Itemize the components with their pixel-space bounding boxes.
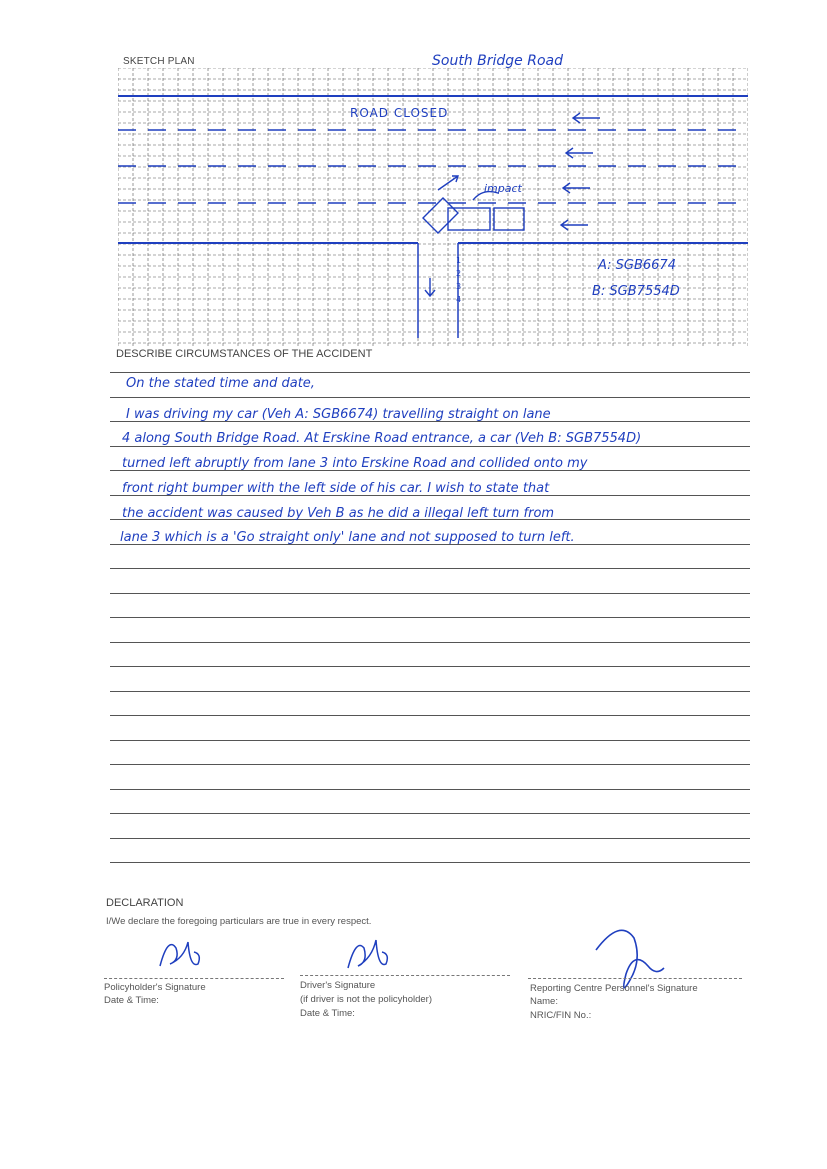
narrative-line: I was driving my car (Veh A: SGB6674) travelling straight on lane: [126, 407, 551, 422]
vehicle-b-reg: B: SGB7554D: [592, 284, 680, 299]
driver-note: (if driver is not the policyholder): [300, 994, 432, 1005]
ruled-line: [110, 617, 750, 618]
driver-signature-label: Driver's Signature: [300, 980, 376, 991]
ruled-line: [110, 764, 750, 765]
ruled-line: [110, 568, 750, 569]
circumstances-label: DESCRIBE CIRCUMSTANCES OF THE ACCIDENT: [116, 348, 373, 360]
narrative-box: [110, 372, 750, 878]
narrative-line: front right bumper with the left side of his car. I wish to state that: [122, 481, 550, 496]
vehicle-a-reg: A: SGB6674: [598, 258, 676, 273]
narrative-line: the accident was caused by Veh B as he did a illegal left turn from: [122, 506, 555, 521]
arrow-lane-1: [573, 113, 600, 123]
ruled-line: [110, 642, 750, 643]
narrative-line: lane 3 which is a 'Go straight only' lane and not supposed to turn left.: [120, 530, 575, 545]
impact-note: impact: [484, 182, 522, 195]
road-name: South Bridge Road: [432, 53, 563, 69]
declaration-statement: I/We declare the foregoing particulars are true in every respect.: [106, 916, 372, 927]
declaration-title: DECLARATION: [106, 897, 184, 909]
driver-signature: [340, 928, 400, 978]
reporting-name-label: Name:: [530, 996, 558, 1007]
ruled-line: [110, 715, 750, 716]
policyholder-signature-label: Policyholder's Signature: [104, 982, 206, 993]
narrative-line: 4 along South Bridge Road. At Erskine Road entrance, a car (Veh B: SGB7554D): [122, 431, 642, 446]
policyholder-date-label: Date & Time:: [104, 995, 159, 1006]
sketch-plan-label: SKETCH PLAN: [123, 56, 195, 67]
reporting-signature-label: Reporting Centre Personnel's Signature: [530, 983, 698, 994]
ruled-line: [110, 397, 750, 398]
road-closed-note: ROAD CLOSED: [350, 106, 449, 120]
ruled-line: [110, 666, 750, 667]
ruled-line: [110, 740, 750, 741]
policyholder-signature: [150, 928, 210, 978]
ruled-line: [110, 813, 750, 814]
narrative-line: turned left abruptly from lane 3 into Erskine Road and collided onto my: [122, 456, 588, 471]
arrow-lane-3: [563, 183, 590, 193]
reporting-nric-label: NRIC/FIN No.:: [530, 1010, 592, 1021]
ruled-line: [110, 593, 750, 594]
lane-number: 3: [456, 282, 462, 291]
arrow-lane-4: [561, 220, 588, 230]
lane-number: 1: [456, 256, 462, 265]
arrow-side-road: [425, 278, 435, 296]
ruled-line: [110, 862, 750, 863]
lane-number: 4: [456, 295, 462, 304]
ruled-line: [110, 838, 750, 839]
ruled-line: [110, 372, 750, 373]
driver-date-label: Date & Time:: [300, 1008, 355, 1019]
lane-number: 2: [456, 269, 462, 278]
ruled-line: [110, 691, 750, 692]
arrow-lane-2: [566, 148, 593, 158]
ruled-line: [110, 789, 750, 790]
narrative-line: On the stated time and date,: [126, 376, 315, 391]
